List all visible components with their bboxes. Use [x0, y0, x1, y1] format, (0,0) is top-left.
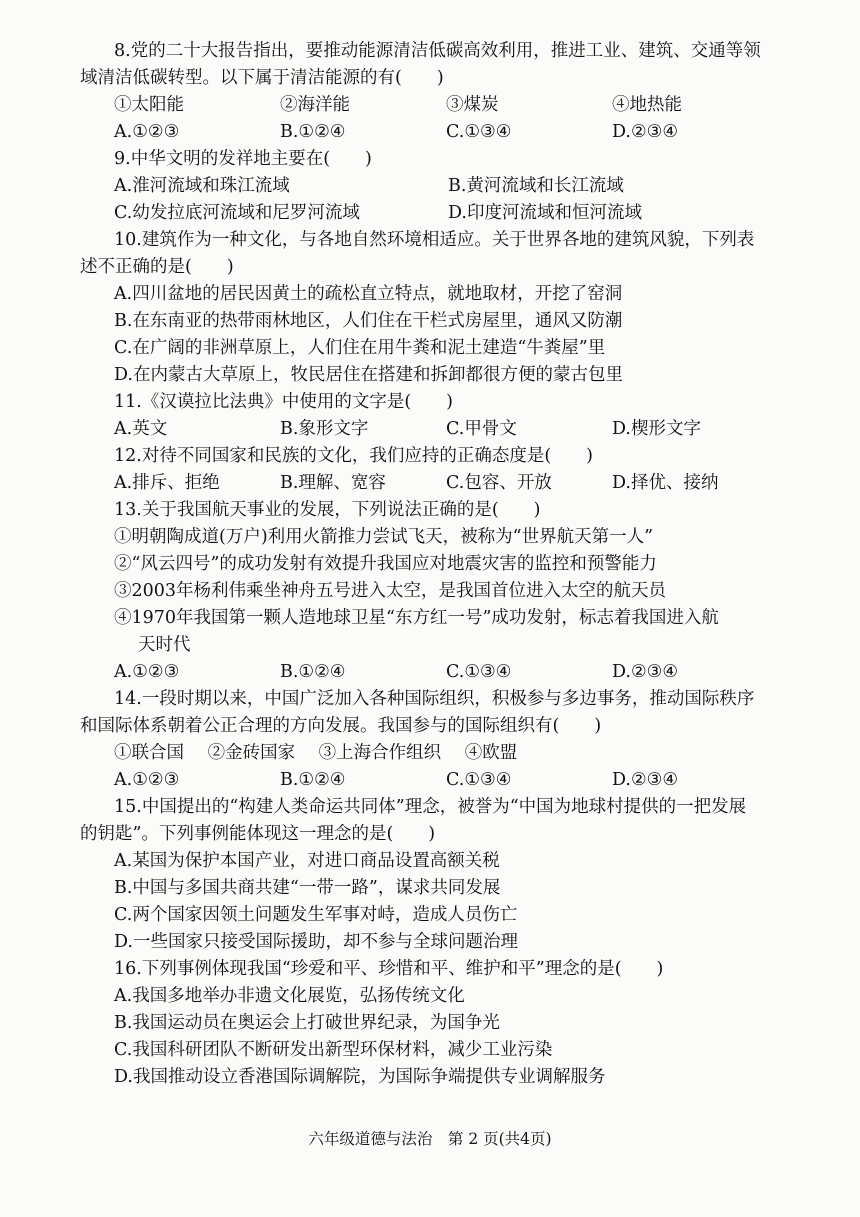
question-10-stem-line2: 述不正确的是( ) — [80, 257, 234, 277]
q10-option-b: B.在东南亚的热带雨林地区，人们住在干栏式房屋里，通风又防潮 — [114, 311, 623, 331]
q8-option-d: D.②③④ — [612, 122, 679, 142]
q15-option-a: A.某国为保护本国产业，对进口商品设置高额关税 — [114, 851, 500, 871]
question-14 — [80, 686, 798, 794]
q10-option-a: A.四川盆地的居民因黄土的疏松直立特点，就地取材，开挖了窑洞 — [114, 284, 623, 304]
question-12-options — [80, 470, 798, 497]
q12-option-a: A.排斥、拒绝 — [114, 473, 220, 493]
question-8-stem-line2: 域清洁低碳转型。以下属于清洁能源的有( ) — [80, 68, 444, 88]
question-8-items — [80, 92, 798, 119]
q14-item-3: ③上海合作组织 — [318, 743, 442, 763]
q13-option-a: A.①②③ — [114, 662, 180, 682]
q13-option-b: B.①②④ — [280, 662, 346, 682]
question-12 — [80, 443, 798, 497]
question-9 — [80, 146, 798, 227]
q8-item-1: ①太阳能 — [114, 95, 184, 115]
q12-option-b: B.理解、宽容 — [280, 473, 386, 493]
question-14-stem-line2: 和国际体系朝着公正合理的方向发展。我国参与的国际组织有( ) — [80, 716, 602, 736]
question-13 — [80, 497, 798, 686]
question-13-options — [80, 659, 798, 686]
q11-option-a: A.英文 — [114, 419, 168, 439]
question-8-options — [80, 119, 798, 146]
q12-option-d: D.择优、接纳 — [612, 473, 719, 493]
q14-option-b: B.①②④ — [280, 770, 346, 790]
q8-option-a: A.①②③ — [114, 122, 180, 142]
q8-option-b: B.①②④ — [280, 122, 346, 142]
question-16 — [80, 956, 798, 1091]
q9-option-b: B.黄河流域和长江流域 — [448, 176, 624, 196]
question-16-stem: 16.下列事例体现我国“珍爱和平、珍惜和平、维护和平”理念的是( ) — [114, 959, 664, 979]
q14-option-a: A.①②③ — [114, 770, 180, 790]
q13-statement-2: ②“风云四号”的成功发射有效提升我国应对地震灾害的监控和预警能力 — [114, 554, 657, 574]
q11-option-b: B.象形文字 — [280, 419, 369, 439]
question-9-stem: 9.中华文明的发祥地主要在( ) — [114, 149, 372, 169]
question-14-stem-line1: 14.一段时期以来，中国广泛加入各种国际组织，积极参与多边事务，推动国际秩序 — [114, 689, 755, 709]
q9-option-a: A.淮河流域和珠江流域 — [114, 176, 290, 196]
question-11 — [80, 389, 798, 443]
question-9-options-row2 — [80, 200, 798, 227]
q8-option-c: C.①③④ — [446, 122, 512, 142]
question-8-stem-line1: 8.党的二十大报告指出，要推动能源清洁低碳高效利用，推进工业、建筑、交通等领 — [114, 41, 761, 61]
question-10-stem-line1: 10.建筑作为一种文化，与各地自然环境相适应。关于世界各地的建筑风貌，下列表 — [114, 230, 755, 250]
question-13-stem: 13.关于我国航天事业的发展，下列说法正确的是( ) — [114, 500, 541, 520]
q15-option-c: C.两个国家因领土问题发生军事对峙，造成人员伤亡 — [114, 905, 518, 925]
question-15 — [80, 794, 798, 956]
question-14-items — [80, 740, 798, 767]
q14-item-2: ②金砖国家 — [207, 743, 296, 763]
question-10 — [80, 227, 798, 389]
q8-item-3: ③煤炭 — [446, 95, 499, 115]
question-12-stem: 12.对待不同国家和民族的文化，我们应持的正确态度是( ) — [114, 446, 593, 466]
question-14-options — [80, 767, 798, 794]
question-11-stem: 11.《汉谟拉比法典》中使用的文字是( ) — [114, 392, 453, 412]
q11-option-c: C.甲骨文 — [446, 419, 517, 439]
q14-item-4: ④欧盟 — [464, 743, 518, 763]
q13-statement-1: ①明朝陶成道(万户)利用火箭推力尝试飞天，被称为“世界航天第一人” — [114, 527, 654, 547]
q9-option-c: C.幼发拉底河流域和尼罗河流域 — [114, 203, 360, 223]
q8-item-4: ④地热能 — [612, 95, 682, 115]
page-footer: 六年级道德与法治 第 2 页(共4页) — [308, 1130, 552, 1148]
q16-option-a: A.我国多地举办非遗文化展览，弘扬传统文化 — [114, 986, 465, 1006]
q9-option-d: D.印度河流域和恒河流域 — [448, 203, 642, 223]
q13-statement-4-cont: 天时代 — [138, 635, 191, 655]
q8-item-2: ②海洋能 — [280, 95, 350, 115]
q13-statement-4: ④1970年我国第一颗人造地球卫星“东方红一号”成功发射，标志着我国进入航 — [114, 608, 719, 628]
question-11-options — [80, 416, 798, 443]
q13-statement-3: ③2003年杨利伟乘坐神舟五号进入太空，是我国首位进入太空的航天员 — [114, 581, 667, 601]
q10-option-d: D.在内蒙古大草原上，牧民居住在搭建和拆卸都很方便的蒙古包里 — [114, 365, 623, 385]
q14-item-1: ①联合国 — [114, 743, 184, 763]
question-15-stem-line1: 15.中国提出的“构建人类命运共同体”理念，被誉为“中国为地球村提供的一把发展 — [114, 797, 747, 817]
q11-option-d: D.楔形文字 — [612, 419, 701, 439]
q10-option-c: C.在广阔的非洲草原上，人们住在用牛粪和泥土建造“牛粪屋”里 — [114, 338, 606, 358]
q13-option-d: D.②③④ — [612, 662, 679, 682]
q16-option-b: B.我国运动员在奥运会上打破世界纪录，为国争光 — [114, 1013, 500, 1033]
q12-option-c: C.包容、开放 — [446, 473, 552, 493]
q15-option-b: B.中国与多国共商共建“一带一路”，谋求共同发展 — [114, 878, 501, 898]
question-9-options-row1 — [80, 173, 798, 200]
q16-option-c: C.我国科研团队不断研发出新型环保材料，减少工业污染 — [114, 1040, 553, 1060]
q14-option-c: C.①③④ — [446, 770, 512, 790]
question-15-stem-line2: 的钥匙”。下列事例能体现这一理念的是( ) — [80, 824, 436, 844]
q15-option-d: D.一些国家只接受国际援助，却不参与全球问题治理 — [114, 932, 518, 952]
q14-option-d: D.②③④ — [612, 770, 679, 790]
question-8 — [80, 38, 798, 146]
q16-option-d: D.我国推动设立香港国际调解院，为国际争端提供专业调解服务 — [114, 1067, 606, 1087]
q13-option-c: C.①③④ — [446, 662, 512, 682]
